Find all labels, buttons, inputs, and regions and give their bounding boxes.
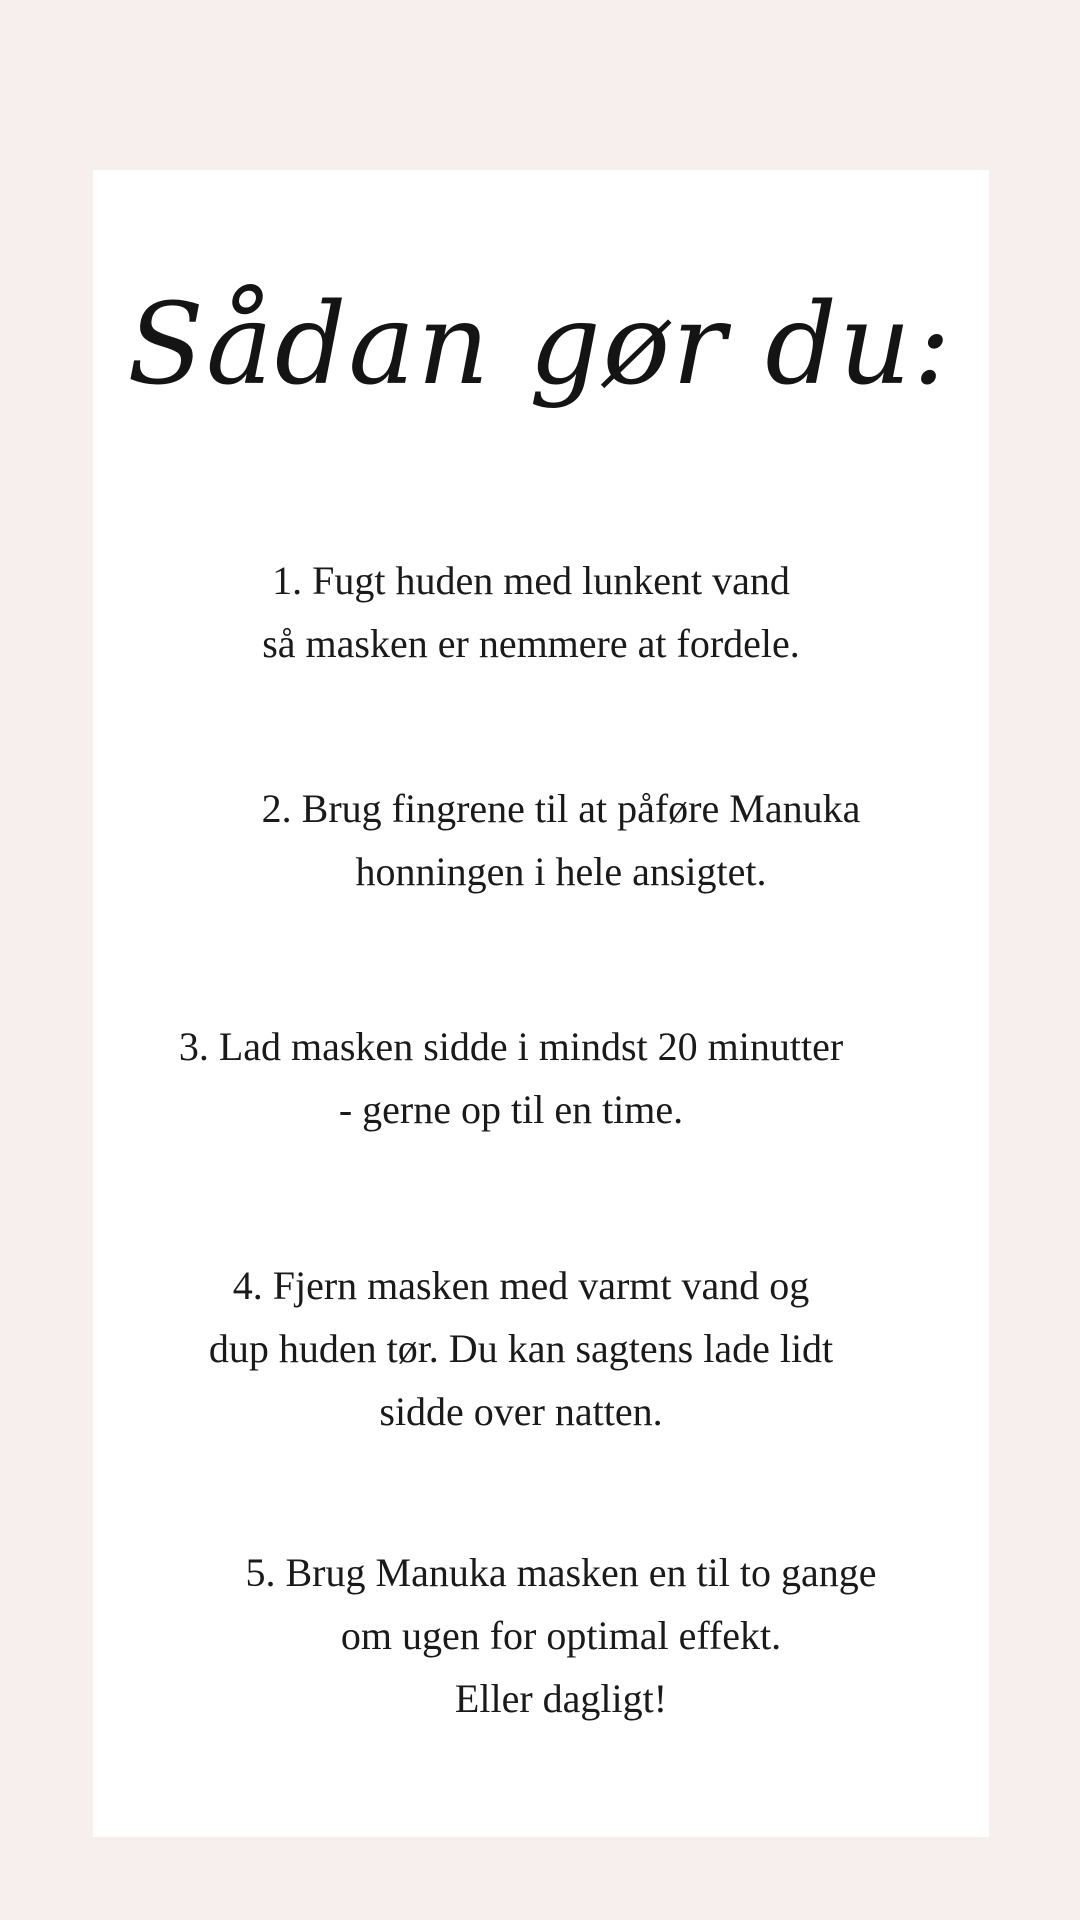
step-5-line-3: Eller dagligt! <box>454 1676 668 1721</box>
step-2-line-1: 2. Brug fingrene til at påføre Manuka <box>261 786 861 831</box>
step-4-line-3: sidde over natten. <box>379 1389 663 1434</box>
step-4 <box>73 1254 969 1443</box>
step-3-line-2: - gerne op til en time. <box>338 1087 684 1132</box>
step-3 <box>63 1015 959 1141</box>
step-4-line-1: 4. Fjern masken med varmt vand og <box>232 1263 810 1308</box>
step-1-line-2: så masken er nemmere at fordele. <box>262 621 800 666</box>
step-4-line-2: dup huden tør. Du kan sagtens lade lidt <box>208 1326 834 1371</box>
step-2 <box>113 777 1009 903</box>
step-1 <box>83 549 979 675</box>
step-1-line-1: 1. Fugt huden med lunkent vand <box>272 558 790 603</box>
page-title: Sådan gør du: <box>127 280 953 410</box>
step-5-line-1: 5. Brug Manuka masken en til to gange <box>245 1550 877 1595</box>
step-5-line-2: om ugen for optimal effekt. <box>340 1613 782 1658</box>
step-3-line-1: 3. Lad masken sidde i mindst 20 minutter <box>178 1024 844 1069</box>
step-2-line-2: honningen i hele ansigtet. <box>355 849 767 894</box>
step-5 <box>113 1541 1009 1730</box>
